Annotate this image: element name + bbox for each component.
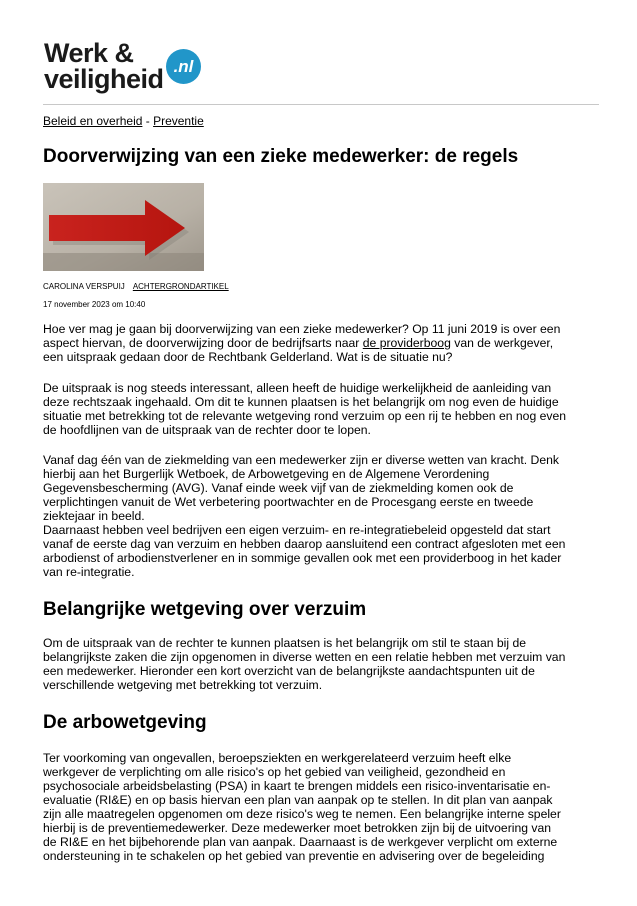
paragraph-4 bbox=[43, 636, 599, 692]
text-line: hierbij is de preventiemedewerker. Deze medewerker moet betrokken zijn bij de uitvoering van bbox=[43, 821, 552, 835]
breadcrumb bbox=[43, 113, 204, 129]
article-title: Doorverwijzing van een zieke medewerker: de regels bbox=[43, 146, 519, 167]
text-line: Ter voorkoming van ongevallen, beroepsziekten en werkgerelateerd verzuim heeft elke bbox=[43, 751, 512, 765]
logo-text-line1: Werk & bbox=[44, 38, 134, 68]
text-line: deze rechtszaak ingehaald. Om dit te kunnen plaatsen is het belangrijk om nog even de huidige bbox=[43, 395, 559, 409]
logo-text-line2: veiligheid bbox=[44, 64, 164, 94]
text-line: arbodienst of arbodienstverlener en in sommige gevallen ook met een providerboog in het kader bbox=[43, 551, 562, 565]
text-line: vanaf de eerste dag van verzuim en hebben daarop aansluitend een contract afgesloten met een bbox=[43, 537, 566, 551]
paragraph-2 bbox=[43, 381, 599, 437]
logo-badge: .nl bbox=[166, 49, 201, 84]
site-logo[interactable] bbox=[43, 40, 213, 100]
text-line: een medewerker. Hieronder een kort overzicht van de belangrijkste aandachtspunten uit de bbox=[43, 664, 535, 678]
text-line: ziektejaar in beeld. bbox=[43, 509, 145, 523]
text-line: werkgever de verplichting om alle risico's op het gebied van veiligheid, gezondheid en bbox=[43, 765, 506, 779]
hero-image bbox=[43, 183, 204, 271]
breadcrumb-link-beleid[interactable]: Beleid en overheid bbox=[43, 114, 143, 128]
text-line: Daarnaast hebben veel bedrijven een eigen verzuim- en re-integratiebeleid opgesteld dat start bbox=[43, 523, 551, 537]
text-line: van re-integratie. bbox=[43, 565, 135, 579]
paragraph-5 bbox=[43, 751, 599, 863]
text-line: situatie met betrekking tot de relevante wetgeving rond verzuim op een rij te hebben en nog even bbox=[43, 409, 567, 423]
text-line: De uitspraak is nog steeds interessant, alleen heeft de huidige werkelijkheid de aanleiding van bbox=[43, 381, 552, 395]
category-tag[interactable]: ACHTERGRONDARTIKEL bbox=[132, 282, 229, 291]
red-arrow-icon bbox=[43, 183, 204, 271]
text-segment: aspect hiervan, de doorverwijzing door de bedrijfsarts naar bbox=[43, 336, 363, 350]
text-line: de hoofdlijnen van de uitspraak van de rechter door te lopen. bbox=[43, 423, 371, 437]
text-segment: van de werkgever, bbox=[450, 336, 554, 350]
text-line: Om de uitspraak van de rechter te kunnen plaatsen is het belangrijk om stil te staan bij de bbox=[43, 636, 527, 650]
text-line: Hoe ver mag je gaan bij doorverwijzing van een zieke medewerker? Op 11 juni 2019 is over een bbox=[43, 322, 561, 336]
publish-date: 17 november 2023 om 10:40 bbox=[43, 300, 146, 309]
section-heading-wetgeving: Belangrijke wetgeving over verzuim bbox=[43, 599, 367, 620]
text-line: zijn alle maatregelen opgenomen om deze risico's weg te nemen. Een belangrijke interne speler bbox=[43, 807, 561, 821]
providerboog-link[interactable]: de providerboog bbox=[362, 336, 451, 350]
text-line: verschillende wetgeving met betrekking tot verzuim. bbox=[43, 678, 323, 692]
text-line: psychosociale arbeidsbelasting (PSA) in kaart te brengen middels een risico-inventarisatie en- bbox=[43, 779, 551, 793]
text-line: hierbij aan het Burgerlijk Wetboek, de Arbowetgeving en de Algemene Verordening bbox=[43, 467, 490, 481]
text-line: verplichtingen vanuit de Wet verbetering poortwachter en de Procesgang eerste en tweede bbox=[43, 495, 534, 509]
text-line: belangrijkste zaken die zijn opgenomen in diverse wetten en een relatie hebben met verzuim van bbox=[43, 650, 566, 664]
text-line: Gegevensbescherming (AVG). Vanaf einde week vijf van de ziekmelding komen ook de bbox=[43, 481, 514, 495]
intro-paragraph bbox=[43, 322, 599, 364]
text-line: Vanaf dag één van de ziekmelding van een medewerker zijn er diverse wetten van kracht. Denk bbox=[43, 453, 559, 467]
header-divider bbox=[43, 104, 599, 105]
text-line: een uitspraak gedaan door de Rechtbank Gelderland. Wat is de situatie nu? bbox=[43, 350, 453, 364]
text-line bbox=[43, 336, 599, 350]
text-line: evaluatie (RI&E) en op basis hiervan een plan van aanpak op te stellen. In dit plan van aanpak bbox=[43, 793, 553, 807]
paragraph-3 bbox=[43, 453, 599, 579]
author-name: CAROLINA VERSPUIJ bbox=[43, 282, 125, 291]
breadcrumb-link-preventie[interactable]: Preventie bbox=[153, 114, 204, 128]
breadcrumb-separator: - bbox=[142, 114, 154, 128]
section-heading-arbowetgeving: De arbowetgeving bbox=[43, 712, 207, 733]
text-line: ondersteuning in te schakelen op het gebied van preventie en advisering over de begeleiding bbox=[43, 849, 545, 863]
text-line: de RI&E en het bijbehorende plan van aanpak. Daarnaast is de werkgever verplicht om externe bbox=[43, 835, 558, 849]
article-meta bbox=[43, 281, 229, 293]
